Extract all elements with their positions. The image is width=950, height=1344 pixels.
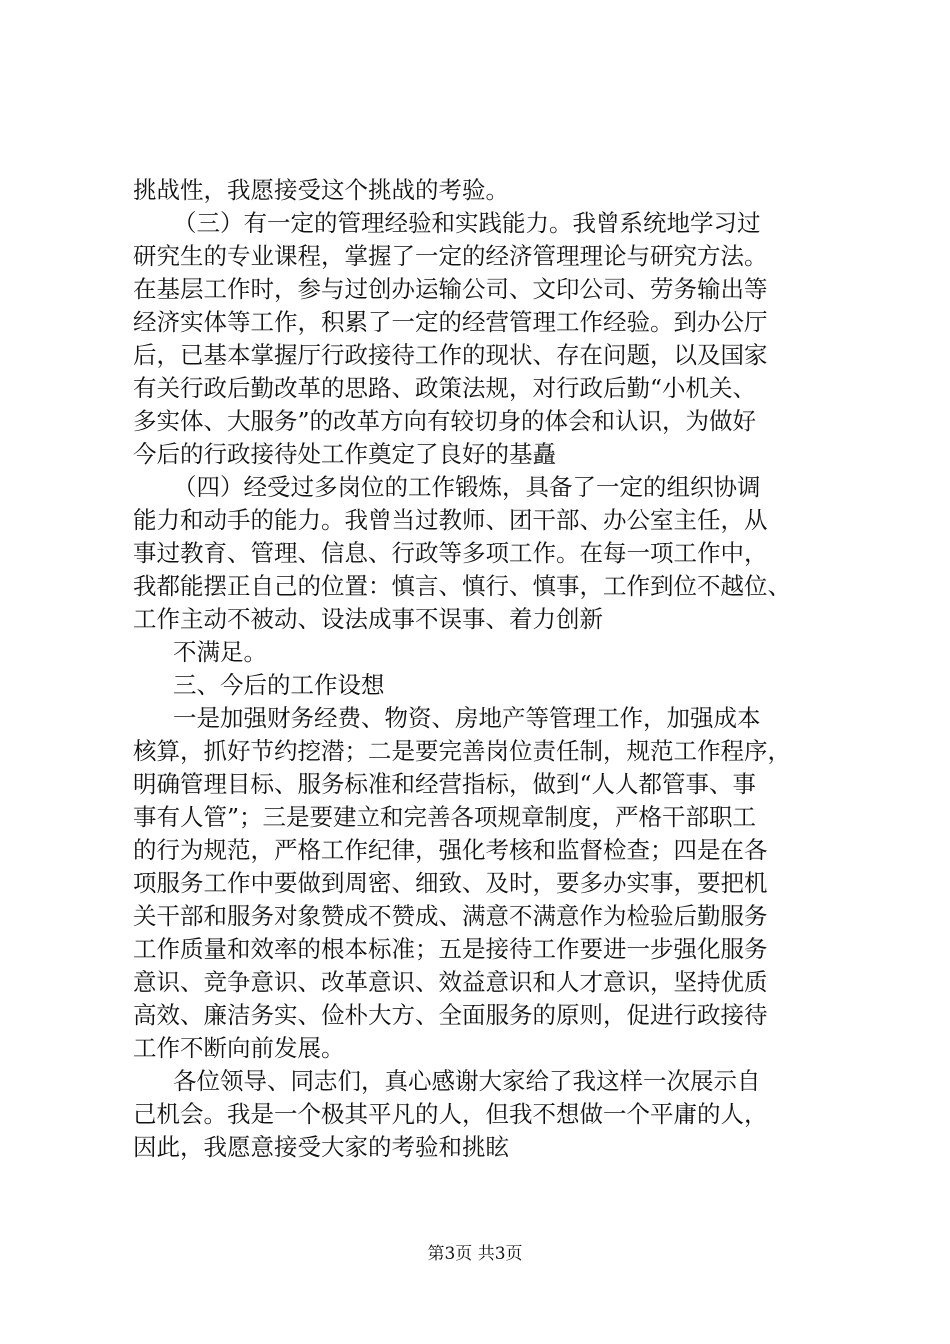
body-text-line: 的行为规范，严格工作纪律，强化考核和监督检查；四是在各	[133, 836, 768, 864]
body-text-line: 各位领导、同志们，真心感谢大家给了我这样一次展示自	[173, 1067, 761, 1095]
body-text-line: 高效、廉洁务实、俭朴大方、全面服务的原则，促进行政接待	[133, 1001, 768, 1029]
body-text-line: 事有人管”；三是要建立和完善各项规章制度，严格干部职工	[133, 803, 757, 831]
body-text-line: 工作主动不被动、设法成事不误事、着力创新	[133, 605, 603, 633]
body-text-line: （三）有一定的管理经验和实践能力。我曾系统地学习过	[173, 209, 761, 237]
body-text-line: 不满足。	[173, 638, 267, 666]
body-text-line: 挑战性，我愿接受这个挑战的考验。	[133, 176, 509, 204]
body-text-line: 今后的行政接待处工作奠定了良好的基矗	[133, 440, 556, 468]
body-text-line: 经济实体等工作，积累了一定的经营管理工作经验。到办公厅	[133, 308, 768, 336]
body-text-line: 我都能摆正自己的位置：慎言、慎行、慎事，工作到位不越位、	[133, 572, 791, 600]
body-text-line: 事过教育、管理、信息、行政等多项工作。在每一项工作中，	[133, 539, 768, 567]
body-text-line: 项服务工作中要做到周密、细致、及时，要多办实事，要把机	[133, 869, 768, 897]
body-text-line: 因此，我愿意接受大家的考验和挑眩	[133, 1133, 509, 1161]
body-text-line: 核算，抓好节约挖潜；二是要完善岗位责任制，规范工作程序，	[133, 737, 791, 765]
body-text-line: 能力和动手的能力。我曾当过教师、团干部、办公室主任，从	[133, 506, 768, 534]
body-text-line: 三、今后的工作设想	[173, 671, 385, 699]
body-text-line: 工作质量和效率的根本标准；五是接待工作要进一步强化服务	[133, 935, 768, 963]
document-body	[133, 174, 833, 1164]
body-text-line: 多实体、大服务”的改革方向有较切身的体会和认识，为做好	[133, 407, 757, 435]
body-text-line: 在基层工作时，参与过创办运输公司、文印公司、劳务输出等	[133, 275, 768, 303]
body-text-line: 研究生的专业课程，掌握了一定的经济管理理论与研究方法。	[133, 242, 768, 270]
body-text-line: 一是加强财务经费、物资、房地产等管理工作，加强成本	[173, 704, 761, 732]
body-text-line: 意识、竞争意识、改革意识、效益意识和人才意识，坚持优质	[133, 968, 768, 996]
body-text-line: 后，已基本掌握厅行政接待工作的现状、存在问题，以及国家	[133, 341, 768, 369]
body-text-line: 明确管理目标、服务标准和经营指标，做到“人人都管事、事	[133, 770, 757, 798]
body-text-line: 关干部和服务对象赞成不赞成、满意不满意作为检验后勤服务	[133, 902, 768, 930]
page-number-footer: 第3页 共3页	[427, 1244, 523, 1264]
body-text-line: 己机会。我是一个极其平凡的人，但我不想做一个平庸的人，	[133, 1100, 768, 1128]
body-text-line: 有关行政后勤改革的思路、政策法规，对行政后勤“小机关、	[133, 374, 757, 402]
body-text-line: （四）经受过多岗位的工作锻炼，具备了一定的组织协调	[173, 473, 761, 501]
body-text-line: 工作不断向前发展。	[133, 1034, 345, 1062]
